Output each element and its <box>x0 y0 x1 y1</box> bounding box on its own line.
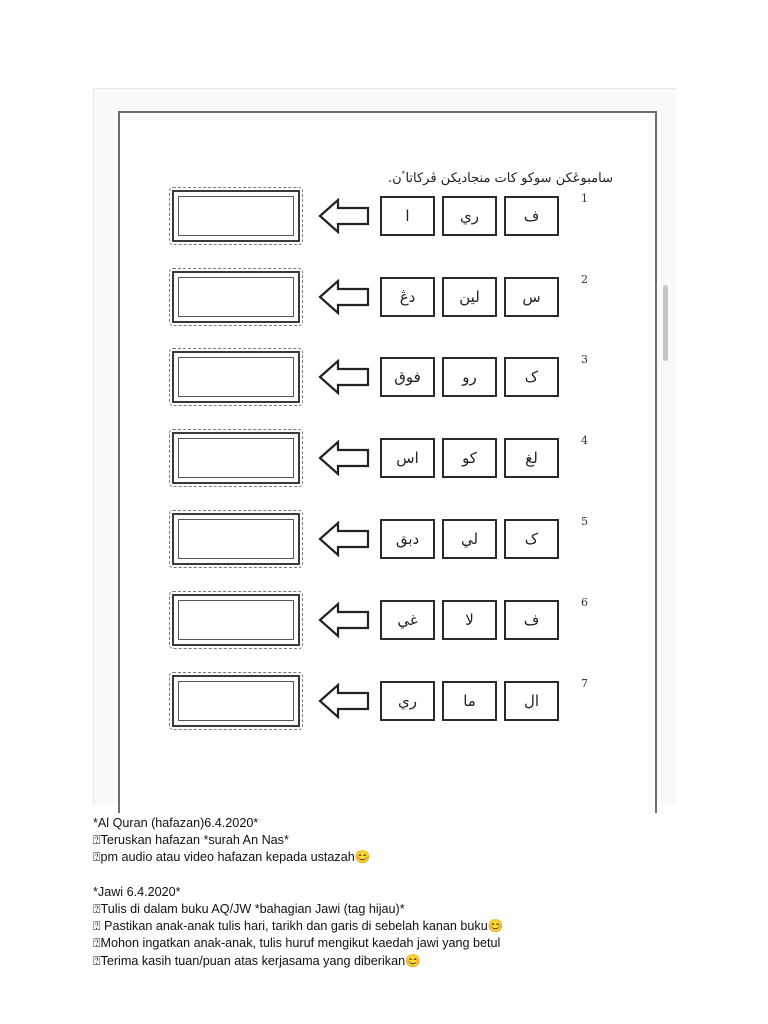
row-number: 5 <box>581 515 588 528</box>
row-number: 2 <box>581 273 588 286</box>
row-number: 1 <box>581 192 588 205</box>
jawi-title: *Jawi 6.4.2020* <box>93 884 181 899</box>
answer-box <box>172 432 300 484</box>
syllable-box-3: دڠ <box>380 277 435 317</box>
syllable-box-1: ال <box>504 681 559 721</box>
syllable-box-2: رو <box>442 357 497 397</box>
left-arrow-icon <box>318 683 370 719</box>
exercise-row <box>120 430 655 486</box>
jawi-note-1: ⍰Tulis di dalam buku AQ/JW *bahagian Jawi (tag hijau)* <box>93 902 405 916</box>
syllable-box-3: دبق <box>380 519 435 559</box>
jawi-note-4: ⍰Terima kasih tuan/puan atas kerjasama yang diberikan😊 <box>93 953 421 968</box>
syllable-box-3: ري <box>380 681 435 721</box>
answer-box <box>172 594 300 646</box>
quran-note-1: ⍰Teruskan hafazan *surah An Nas* <box>93 833 289 848</box>
syllable-box-1: س <box>504 277 559 317</box>
syllable-box-1: ف <box>504 600 559 640</box>
syllable-box-2: ما <box>442 681 497 721</box>
exercise-row <box>120 511 655 567</box>
left-arrow-icon <box>318 521 370 557</box>
notes-section <box>93 815 733 970</box>
exercise-row <box>120 188 655 244</box>
row-number: 7 <box>581 677 588 690</box>
answer-box <box>172 675 300 727</box>
left-arrow-icon <box>318 279 370 315</box>
row-number: 4 <box>581 434 588 447</box>
jawi-note-2: ⍰ Pastikan anak-anak tulis hari, tarikh dan garis di sebelah kanan buku😊 <box>93 919 504 934</box>
left-arrow-icon <box>318 198 370 234</box>
answer-box <box>172 271 300 323</box>
syllable-box-1: لغ <box>504 438 559 478</box>
worksheet-page <box>118 111 657 813</box>
quran-note-2: ⍰pm audio atau video hafazan kepada ustazah😊 <box>93 850 371 865</box>
exercise-row <box>120 349 655 405</box>
answer-box <box>172 351 300 403</box>
left-arrow-icon <box>318 359 370 395</box>
row-number: 3 <box>581 353 588 366</box>
syllable-box-2: لا <box>442 600 497 640</box>
quran-title: *Al Quran (hafazan)6.4.2020* <box>93 816 259 830</box>
syllable-box-1: ف <box>504 196 559 236</box>
syllable-box-2: لين <box>442 277 497 317</box>
exercise-row <box>120 269 655 325</box>
worksheet-image <box>93 88 676 805</box>
syllable-box-3: غي <box>380 600 435 640</box>
worksheet-instruction: سامبوڠكن سوكو كات منجاديكن ڤركاتاٴن. <box>387 171 613 186</box>
notes-spacer <box>93 867 733 884</box>
exercise-row <box>120 673 655 729</box>
scrollbar-thumb[interactable] <box>663 285 668 361</box>
row-number: 6 <box>581 596 588 609</box>
syllable-box-2: لي <box>442 519 497 559</box>
syllable-box-3: اس <box>380 438 435 478</box>
syllable-box-1: ک <box>504 357 559 397</box>
syllable-box-2: كو <box>442 438 497 478</box>
syllable-box-2: ري <box>442 196 497 236</box>
jawi-note-3: ⍰Mohon ingatkan anak-anak, tulis huruf mengikut kaedah jawi yang betul <box>93 936 501 951</box>
syllable-box-3: ا <box>380 196 435 236</box>
answer-box <box>172 190 300 242</box>
left-arrow-icon <box>318 602 370 638</box>
left-arrow-icon <box>318 440 370 476</box>
syllable-box-1: ک <box>504 519 559 559</box>
syllable-box-3: فوق <box>380 357 435 397</box>
exercise-row <box>120 592 655 648</box>
answer-box <box>172 513 300 565</box>
